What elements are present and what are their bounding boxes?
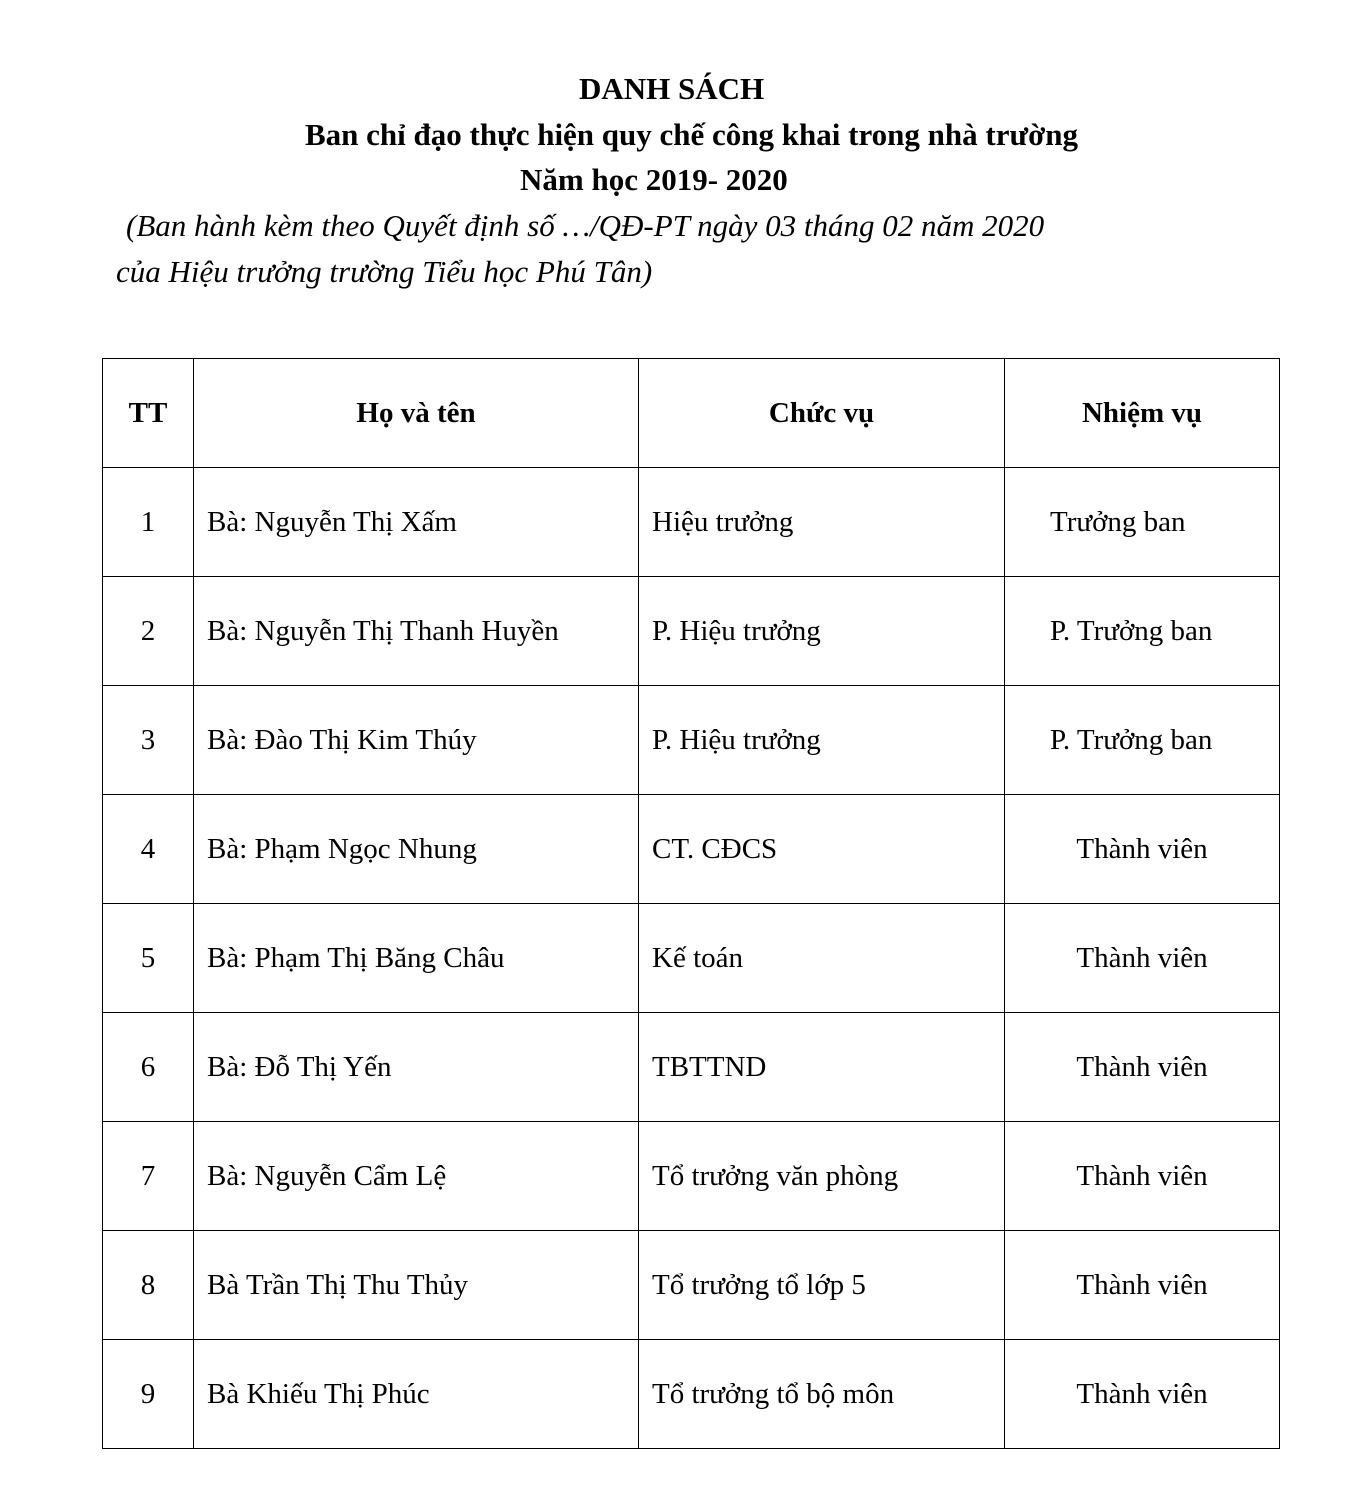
table-row <box>103 1122 1280 1231</box>
header-tt: TT <box>103 359 194 468</box>
cell-tt: 5 <box>103 904 194 1013</box>
cell-name: Bà: Nguyễn Thị Thanh Huyền <box>194 577 639 686</box>
header-name: Họ và tên <box>194 359 639 468</box>
cell-name: Bà Khiếu Thị Phúc <box>194 1340 639 1449</box>
header-duty: Nhiệm vụ <box>1005 359 1280 468</box>
cell-tt: 7 <box>103 1122 194 1231</box>
issued-note-line-1: (Ban hành kèm theo Quyết định số …/QĐ-PT ngày 03 tháng 02 năm 2020 <box>126 208 1045 243</box>
document-subtitle: Ban chỉ đạo thực hiện quy chế công khai trong nhà trường <box>305 117 1078 152</box>
table-row <box>103 1013 1280 1122</box>
table-row <box>103 468 1280 577</box>
cell-duty: Thành viên <box>1005 1122 1280 1231</box>
cell-name: Bà: Nguyễn Thị Xấm <box>194 468 639 577</box>
cell-duty: Thành viên <box>1005 1231 1280 1340</box>
table-row <box>103 1231 1280 1340</box>
table-row <box>103 1340 1280 1449</box>
cell-duty: P. Trưởng ban <box>1005 577 1280 686</box>
table-row <box>103 577 1280 686</box>
cell-tt: 6 <box>103 1013 194 1122</box>
cell-duty: Trưởng ban <box>1005 468 1280 577</box>
cell-role: P. Hiệu trưởng <box>639 686 1005 795</box>
cell-role: Kế toán <box>639 904 1005 1013</box>
cell-tt: 9 <box>103 1340 194 1449</box>
cell-tt: 3 <box>103 686 194 795</box>
cell-name: Bà: Phạm Ngọc Nhung <box>194 795 639 904</box>
cell-role: Tổ trưởng tổ lớp 5 <box>639 1231 1005 1340</box>
cell-tt: 8 <box>103 1231 194 1340</box>
table-header-row <box>103 359 1280 468</box>
cell-name: Bà: Phạm Thị Băng Châu <box>194 904 639 1013</box>
cell-tt: 1 <box>103 468 194 577</box>
table-row <box>103 795 1280 904</box>
cell-name: Bà Trần Thị Thu Thủy <box>194 1231 639 1340</box>
cell-role: Hiệu trưởng <box>639 468 1005 577</box>
cell-name: Bà: Đỗ Thị Yến <box>194 1013 639 1122</box>
cell-name: Bà: Đào Thị Kim Thúy <box>194 686 639 795</box>
cell-duty: Thành viên <box>1005 795 1280 904</box>
cell-role: P. Hiệu trưởng <box>639 577 1005 686</box>
document-title: DANH SÁCH <box>579 71 765 106</box>
members-table <box>102 358 1280 1449</box>
cell-tt: 2 <box>103 577 194 686</box>
cell-duty: P. Trưởng ban <box>1005 686 1280 795</box>
cell-role: CT. CĐCS <box>639 795 1005 904</box>
cell-name: Bà: Nguyễn Cẩm Lệ <box>194 1122 639 1231</box>
cell-duty: Thành viên <box>1005 1340 1280 1449</box>
cell-role: Tổ trưởng tổ bộ môn <box>639 1340 1005 1449</box>
table-row <box>103 904 1280 1013</box>
school-year: Năm học 2019- 2020 <box>520 162 788 197</box>
cell-duty: Thành viên <box>1005 1013 1280 1122</box>
cell-tt: 4 <box>103 795 194 904</box>
cell-role: Tổ trưởng văn phòng <box>639 1122 1005 1231</box>
cell-role: TBTTND <box>639 1013 1005 1122</box>
header-role: Chức vụ <box>639 359 1005 468</box>
cell-duty: Thành viên <box>1005 904 1280 1013</box>
issued-note-line-2: của Hiệu trưởng trường Tiểu học Phú Tân) <box>116 254 653 289</box>
table-row <box>103 686 1280 795</box>
